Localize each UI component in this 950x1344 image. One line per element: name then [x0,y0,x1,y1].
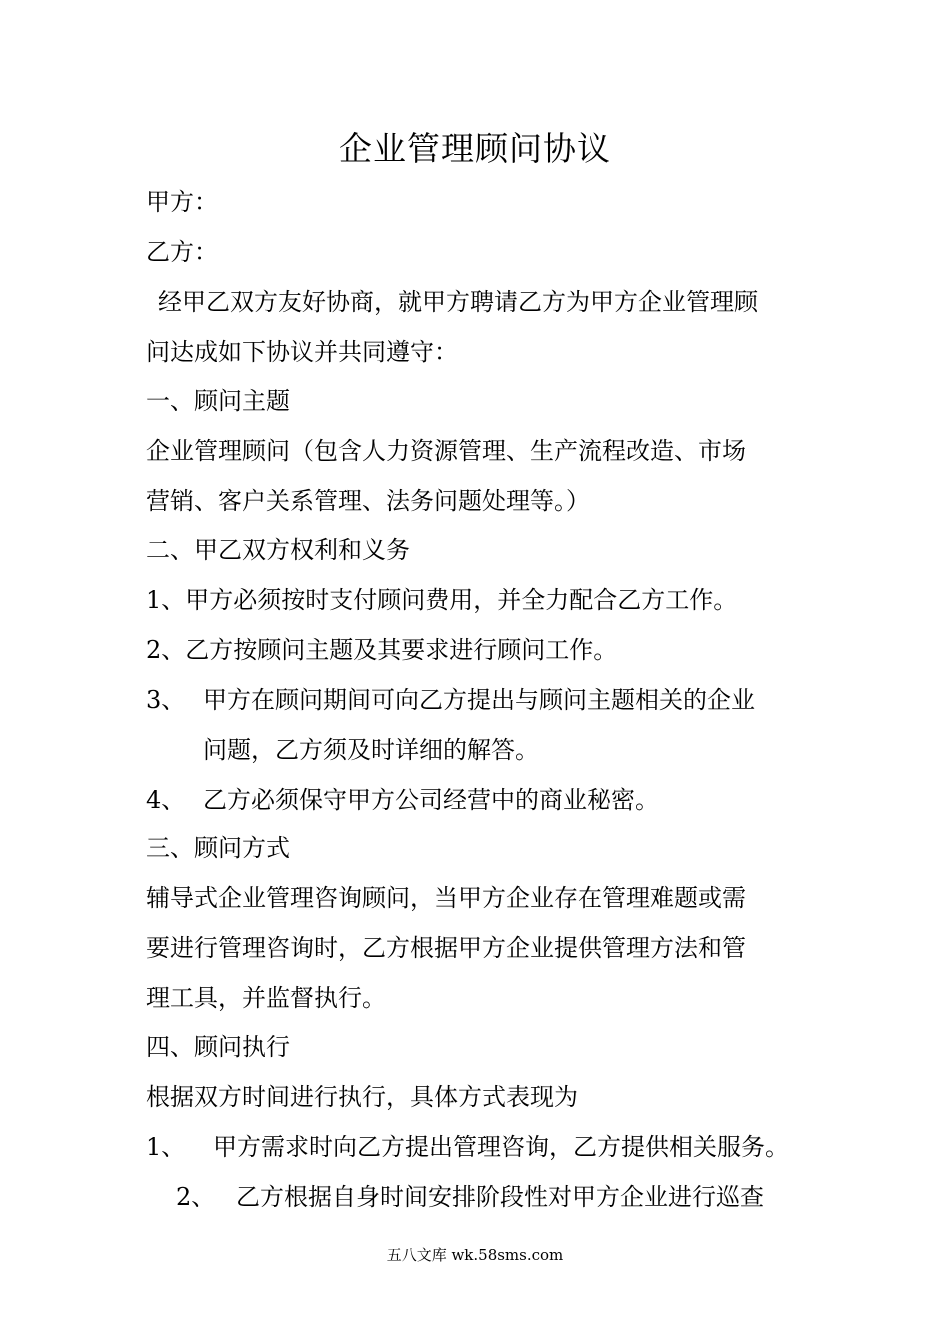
section-2-item-3-line-2: 问题，乙方须及时详细的解答。 [203,736,539,764]
section-4-item-2-text: 乙方根据自身时间安排阶段性对甲方企业进行巡查 [236,1183,764,1211]
section-4-intro: 根据双方时间进行执行，具体方式表现为 [146,1083,578,1111]
document-title: 企业管理顾问协议 [339,129,611,168]
party-b-label: 乙方： [146,238,218,266]
section-4-heading: 四、顾问执行 [146,1033,290,1061]
section-4-item-2-number: 2、 [176,1183,216,1211]
page-footer-watermark: 五八文库 wk.58sms.com [386,1246,564,1264]
intro-paragraph-line-2: 问达成如下协议并共同遵守： [146,338,458,366]
intro-paragraph-line-1: 经甲乙双方友好协商，就甲方聘请乙方为甲方企业管理顾 [158,288,758,316]
section-2-item-4-number: 4、 [146,786,186,814]
section-3-text-line-1: 辅导式企业管理咨询顾问，当甲方企业存在管理难题或需 [146,884,746,912]
section-2-item-3-number: 3、 [146,686,186,714]
section-4-item-1-text: 甲方需求时向乙方提出管理咨询，乙方提供相关服务。 [213,1133,789,1161]
section-1-text-line-1: 企业管理顾问（包含人力资源管理、生产流程改造、市场 [146,437,746,465]
section-2-heading: 二、甲乙双方权利和义务 [146,536,410,564]
section-2-item-4-text: 乙方必须保守甲方公司经营中的商业秘密。 [203,786,659,814]
section-2-item-3-line-1: 甲方在顾问期间可向乙方提出与顾问主题相关的企业 [203,686,755,714]
section-3-heading: 三、顾问方式 [146,834,290,862]
section-2-item-2: 2、乙方按顾问主题及其要求进行顾问工作。 [146,636,618,664]
section-1-heading: 一、顾问主题 [146,387,290,415]
section-4-item-1-number: 1、 [146,1133,186,1161]
section-3-text-line-3: 理工具，并监督执行。 [146,984,386,1012]
section-2-item-1: 1、甲方必须按时支付顾问费用，并全力配合乙方工作。 [146,586,738,614]
section-3-text-line-2: 要进行管理咨询时，乙方根据甲方企业提供管理方法和管 [146,934,746,962]
section-1-text-line-2: 营销、客户关系管理、法务问题处理等。） [146,487,590,515]
party-a-label: 甲方： [146,188,218,216]
